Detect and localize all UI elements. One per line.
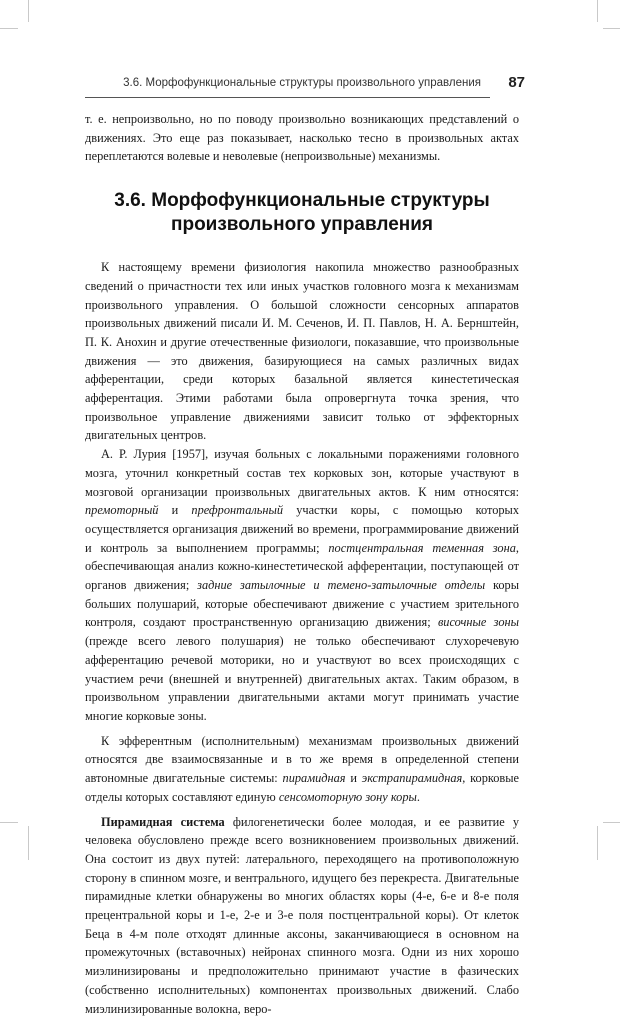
crop-mark-bottom-right-h bbox=[603, 822, 620, 823]
running-title: 3.6. Морфофункциональные структуры произвольного управления bbox=[123, 77, 481, 89]
p3-term-sensorimotor: сенсомоторную зону коры bbox=[279, 790, 417, 804]
p3-text-3: , корковые отделы которых составляют единую bbox=[85, 771, 519, 804]
paragraph-2 bbox=[85, 445, 519, 726]
p2-term-prefrontal: префронтальный bbox=[191, 503, 283, 517]
p2-text-1: А. Р. Лурия [1957], изучая больных с локальными поражениями головного мозга, уточнил конкретный состав тех корковых зон, которые участвуют в мозговой организации произвольных двигательных актов. К ним относятся: bbox=[85, 447, 519, 498]
p2-text-4: , обеспечивающая анализ кожно-кинестетической афферентации, поступающей от органов движения; bbox=[85, 541, 519, 592]
p4-term-pyramidal-system: Пирамидная система bbox=[101, 815, 225, 829]
section-title bbox=[85, 189, 519, 237]
paragraph-1: К настоящему времени физиология накопила множество разнообразных сведений о причастности тех или иных участков головного мозга к механизмам произвольного управления. О большой сложности сенсорных аппаратов произвольных движений писали И. М. Сеченов, И. П. Павлов, Н. А. Бернштейн, П. К. Анохин и другие отечественные физиологи, показавшие, что произвольные движения — это движения, базирующиеся на самых различных видах афферентации, среди которых базальной является кинестетическая афферентация. Этими работами была опровергнута точка зрения, что произвольное управление движениями зависит только от эффекторных двигательных центров. bbox=[85, 258, 519, 445]
p3-term-pyramidal: пирамидная bbox=[283, 771, 346, 785]
crop-mark-top-left-h bbox=[0, 28, 18, 29]
p2-term-postcentral: постцентральная теменная зона bbox=[328, 541, 516, 555]
p3-text-2: и bbox=[346, 771, 362, 785]
p4-text-1: филогенетически более молодая, и ее развитие у человека обусловлено прежде всего возникновением произвольных движений. Она состоит из двух путей: латерального, переходящего на противоположную сторону в спинном мозге, и вентрального, идущего без перекреста. Двигательные пирамидные клетки обнаружены во многих областях коры (4-е, 6-е и 8-е поля прецентральной коры и 1-е, 2-е и 3-е поля постцентральной коры). От клеток Беца в 4-м поле отходят длинные аксоны, заканчивающиеся в основном на промежуточных (вставочных) нейронах спинного мозга. Одни из них хорошо миэлинизированы и предположительно принимают участие в фазических (собственно исполнительных) компонентах произвольных движений. Слабо миэлинизированные волокна, веро- bbox=[85, 815, 519, 1016]
p2-text-3: участки коры, с помощью которых осуществляется организация движений во времени, программирование движений и контроль за выполнением программы; bbox=[85, 503, 519, 554]
section-title-line-1: 3.6. Морфофункциональные структуры bbox=[85, 189, 519, 213]
header-rule bbox=[85, 97, 490, 98]
page-number: 87 bbox=[508, 74, 525, 91]
crop-mark-top-left-v bbox=[28, 0, 29, 22]
crop-mark-bottom-left-v bbox=[28, 826, 29, 860]
crop-mark-top-right-v bbox=[597, 0, 598, 22]
crop-mark-top-right-h bbox=[603, 28, 620, 29]
p2-text-5: коры больших полушарий, которые обеспечивают движение с участием зрительного контроля, создают пространственную организацию движения; bbox=[85, 578, 519, 629]
crop-mark-bottom-right-v bbox=[597, 826, 598, 860]
crop-mark-bottom-left-h bbox=[0, 822, 18, 823]
p2-term-occipital: задние затылочные и темено-затылочные отделы bbox=[197, 578, 485, 592]
page-body bbox=[85, 110, 519, 1018]
paragraph-3 bbox=[85, 732, 519, 807]
p2-term-premotor: премоторный bbox=[85, 503, 158, 517]
section-title-line-2: произвольного управления bbox=[85, 213, 519, 237]
intro-paragraph: т. е. непроизвольно, но по поводу произвольно возникающих представлений о движениях. Это еще раз показывает, насколько тесно в произвольных актах переплетаются волевые и неволевые (непроизвольные) механизмы. bbox=[85, 110, 519, 166]
paragraph-4 bbox=[85, 813, 519, 1018]
p2-term-temporal: височные зоны bbox=[438, 615, 519, 629]
p3-text-4: . bbox=[417, 790, 420, 804]
p3-term-extrapyramidal: экстрапирамидная bbox=[362, 771, 463, 785]
p3-text-1: К эфферентным (исполнительным) механизмам произвольных движений относятся две взаимосвязанные и в то же время в определенной степени автономные двигательные системы: bbox=[85, 734, 519, 785]
p2-text-2: и bbox=[158, 503, 191, 517]
p2-text-6: (прежде всего левого полушария) не только обеспечивают слухоречевую афферентацию речевой моторики, но и участвуют во всех происходящих с участием речи (внешней и внутренней) двигательных актах. Таким образом, в произвольном управлении двигательными актами могут принимать участие многие корковые зоны. bbox=[85, 634, 519, 723]
running-header bbox=[85, 74, 525, 96]
